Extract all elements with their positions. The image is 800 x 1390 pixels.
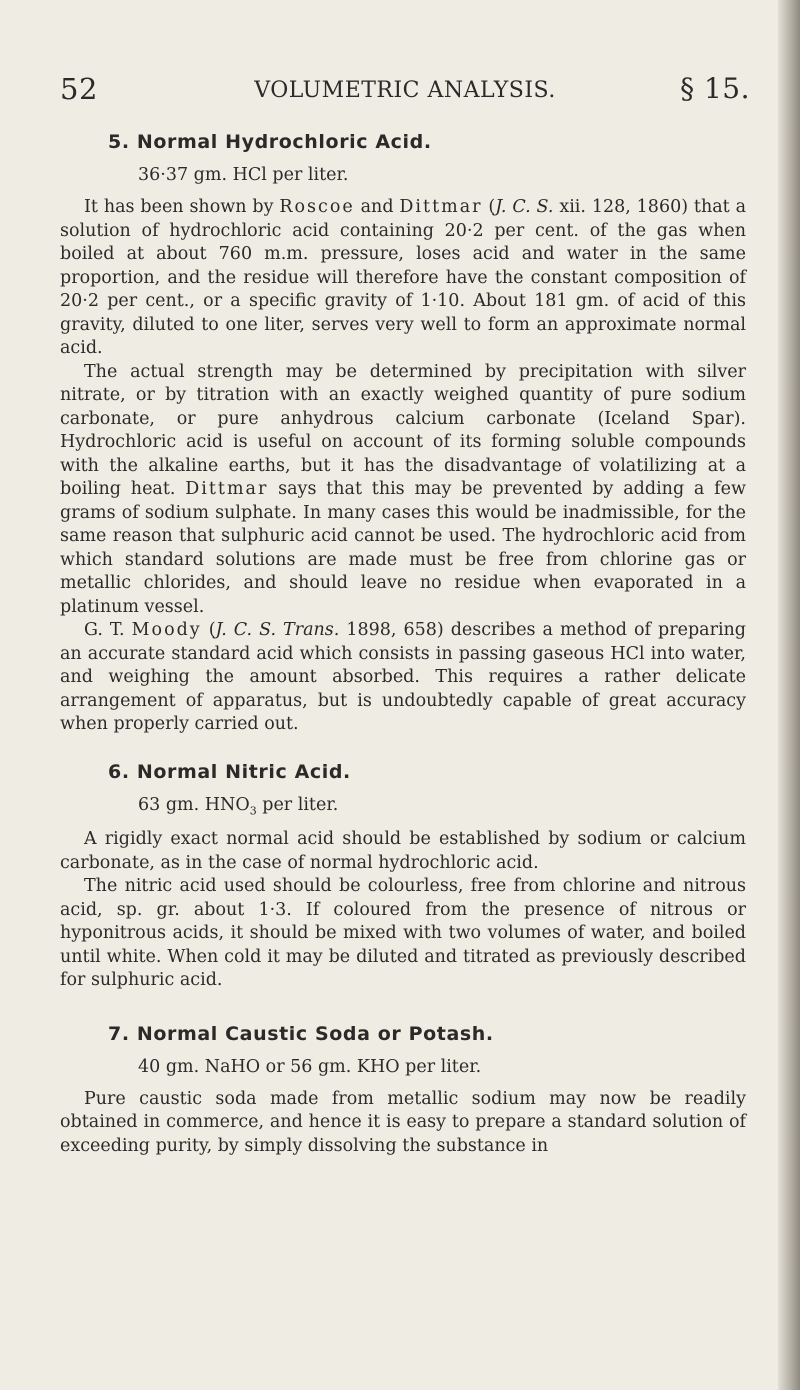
running-title: VOLUMETRIC ANALYSIS. (254, 78, 556, 103)
paragraph-hcl-1: It has been shown by Roscoe and Dittmar (J. C. S. xii. 128, 1860) that a solution of hydrochloric acid containing 20·2 per cent. of the gas when boiled at about 760 m.m. pressure, loses acid and water in the same proportion, and the residue will therefore have the constant composition of 20·2 per cent., or a specific gravity of 1·10. About 181 gm. of acid of this gravity, diluted to one liter, serves very well to form an approximate normal acid. (60, 197, 746, 358)
running-header (60, 72, 750, 112)
section-number: § 15. (680, 72, 750, 105)
spacer (60, 737, 746, 761)
page-number: 52 (60, 72, 98, 106)
formula-hno3: 63 gm. $HNO_3$ per liter. (138, 794, 339, 817)
section-heading-caustic: 7. Normal Caustic Soda or Potash. (108, 1022, 494, 1045)
formula-naho-kho: 40 gm. NaHO or 56 gm. KHO per liter. (138, 1056, 482, 1077)
section-heading-nitric: 6. Normal Nitric Acid. (108, 760, 351, 783)
page-body (60, 131, 746, 1158)
paragraph-caustic-1: Pure caustic soda made from metallic sodium may now be readily obtained in commerce, and hence it is easy to prepare a standard solution of exceeding purity, by simply dissolving the substance in (60, 1088, 746, 1156)
paragraph-hcl-2: The actual strength may be determined by precipitation with silver nitrate, or by titration with an exactly weighed quantity of pure sodium carbonate, or pure anhydrous calcium carbonate (Iceland Spar). Hydrochloric acid is useful on account of its forming soluble compounds with the alkaline earths, but it has the disadvantage of volatilizing at a boiling heat. Dittmar says that this may be prevented by adding a few grams of sodium sulphate. In many cases this would be inadmissible, for the same reason that sulphuric acid cannot be used. The hydrochloric acid from which standard solutions are made must be free from chlorine gas or metallic chlorides, and should leave no residue when evaporated in a platinum vessel. (60, 361, 746, 617)
paragraph-nitric-2: The nitric acid used should be colourless, free from chlorine and nitrous acid, sp. gr. about 1·3. If coloured from the presence of nitrous or hyponitrous acids, it should be mixed with two volumes of water, and boiled until white. When cold it may be diluted and titrated as previously described for sulphuric acid. (60, 876, 746, 990)
formula-hcl: 36·37 gm. HCl per liter. (138, 165, 349, 185)
paragraph-hcl-3: G. T. Moody (J. C. S. Trans. 1898, 658) describes a method of preparing an accurate standard acid which consists in passing gaseous HCl into water, and weighing the amount absorbed. This requires a rather delicate arrangement of apparatus, but is undoubtedly capable of great accuracy when properly carried out. (60, 620, 747, 734)
spacer (60, 993, 746, 1023)
page-edge-shadow (778, 0, 800, 1390)
paragraph-nitric-1: A rigidly exact normal acid should be established by sodium or calcium carbonate, as in the case of normal hydrochloric acid. (60, 829, 746, 873)
section-heading-hydrochloric: 5. Normal Hydrochloric Acid. (108, 131, 432, 153)
